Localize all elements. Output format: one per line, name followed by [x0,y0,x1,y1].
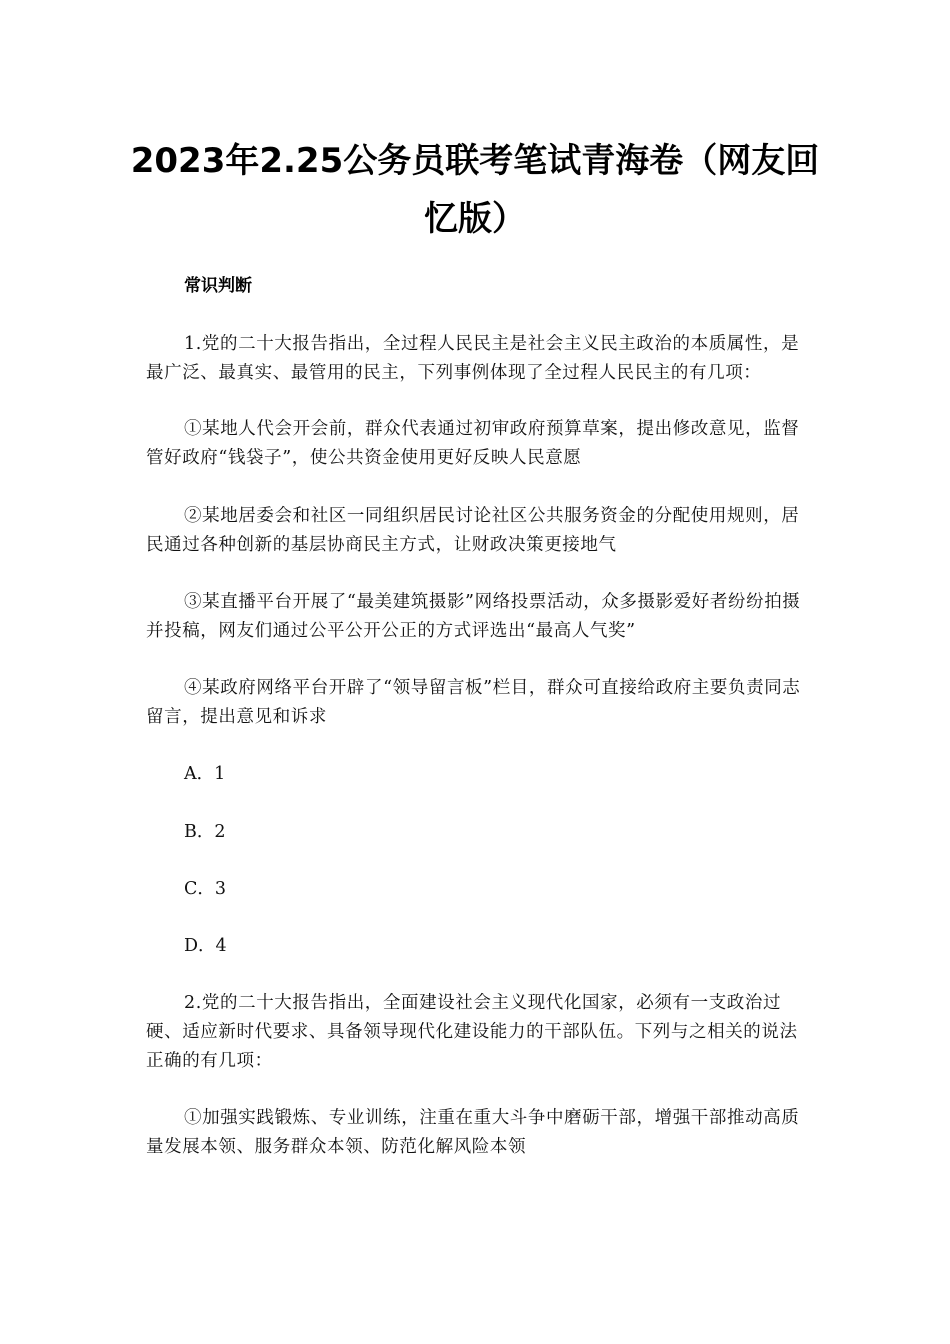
question-1-item-4: ④某政府网络平台开辟了“领导留言板”栏目，群众可直接给政府主要负责同志留言，提出意见和诉求 [146,678,801,727]
question-2-item-1: ①加强实践锻炼、专业训练，注重在重大斗争中磨砺干部，增强干部推动高质量发展本领、服务群众本领、防范化解风险本领 [146,1108,800,1157]
question-2-stem: 2.党的二十大报告指出，全面建设社会主义现代化国家，必须有一支政治过硬、适应新时代要求、具备领导现代化建设能力的干部队伍。下列与之相关的说法正确的有几项： [146,993,798,1071]
question-1-option-b: B．2 [184,822,226,842]
document-title: 2023年2.25公务员联考笔试青海卷（网友回忆版） [130,141,820,239]
section-heading: 常识判断 [184,276,252,296]
question-1-option-c: C．3 [184,879,227,899]
question-1-item-1: ①某地人代会开会前，群众代表通过初审政府预算草案，提出修改意见，监督管好政府“钱袋子”，使公共资金使用更好反映人民意愿 [146,419,800,468]
question-1-stem: 1.党的二十大报告指出，全过程人民民主是社会主义民主政治的本质属性，是最广泛、最真实、最管用的民主，下列事例体现了全过程人民民主的有几项： [146,334,800,383]
question-1-option-d: D．4 [184,936,227,956]
question-1-item-3: ③某直播平台开展了“最美建筑摄影”网络投票活动，众多摄影爱好者纷纷拍摄并投稿，网友们通过公平公开公正的方式评选出“最高人气奖” [146,592,801,641]
question-1-option-a: A．1 [184,764,226,784]
question-1-item-2: ②某地居委会和社区一同组织居民讨论社区公共服务资金的分配使用规则，居民通过各种创新的基层协商民主方式，让财政决策更接地气 [146,506,800,555]
